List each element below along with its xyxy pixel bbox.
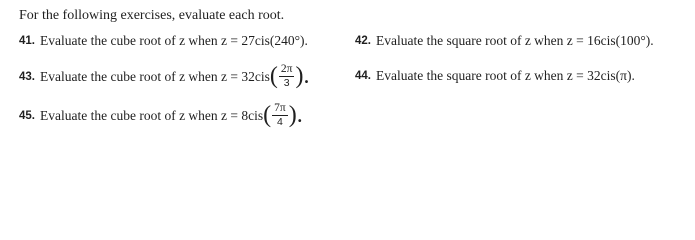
fraction [272, 102, 288, 128]
exercise-45 [19, 103, 303, 129]
exercise-number: 44. [355, 70, 371, 82]
exercise-text: Evaluate the cube root of z when z = 8cis [40, 108, 264, 124]
fraction-denominator: 4 [277, 116, 283, 129]
exercise-42 [355, 33, 654, 49]
exercise-number: 41. [19, 35, 35, 47]
open-parenthesis: ( [269, 63, 278, 90]
exercise-44 [355, 68, 635, 84]
exercise-text: Evaluate the cube root of z when z = 32cis [40, 69, 270, 85]
open-parenthesis: ( [263, 102, 272, 129]
fraction-numerator: 7π [272, 102, 288, 116]
exercise-number: 43. [19, 71, 35, 84]
exercise-43 [19, 64, 309, 90]
fraction-denominator: 3 [283, 77, 290, 90]
close-parenthesis: ). [288, 102, 303, 129]
exercise-number: 42. [355, 35, 371, 47]
fraction-numerator: 2π [279, 63, 295, 77]
close-parenthesis: ). [295, 63, 310, 90]
exercise-number: 45. [19, 110, 35, 123]
exercise-text: Evaluate the cube root of z when z = 27cis(240°). [40, 33, 308, 48]
exercise-41 [19, 33, 308, 49]
exercise-text: Evaluate the square root of z when z = 16cis(100°). [376, 33, 654, 48]
instructions-text: For the following exercises, evaluate each root. [19, 8, 285, 23]
exercise-text: Evaluate the square root of z when z = 32cis(π). [376, 68, 635, 83]
fraction [279, 63, 295, 89]
